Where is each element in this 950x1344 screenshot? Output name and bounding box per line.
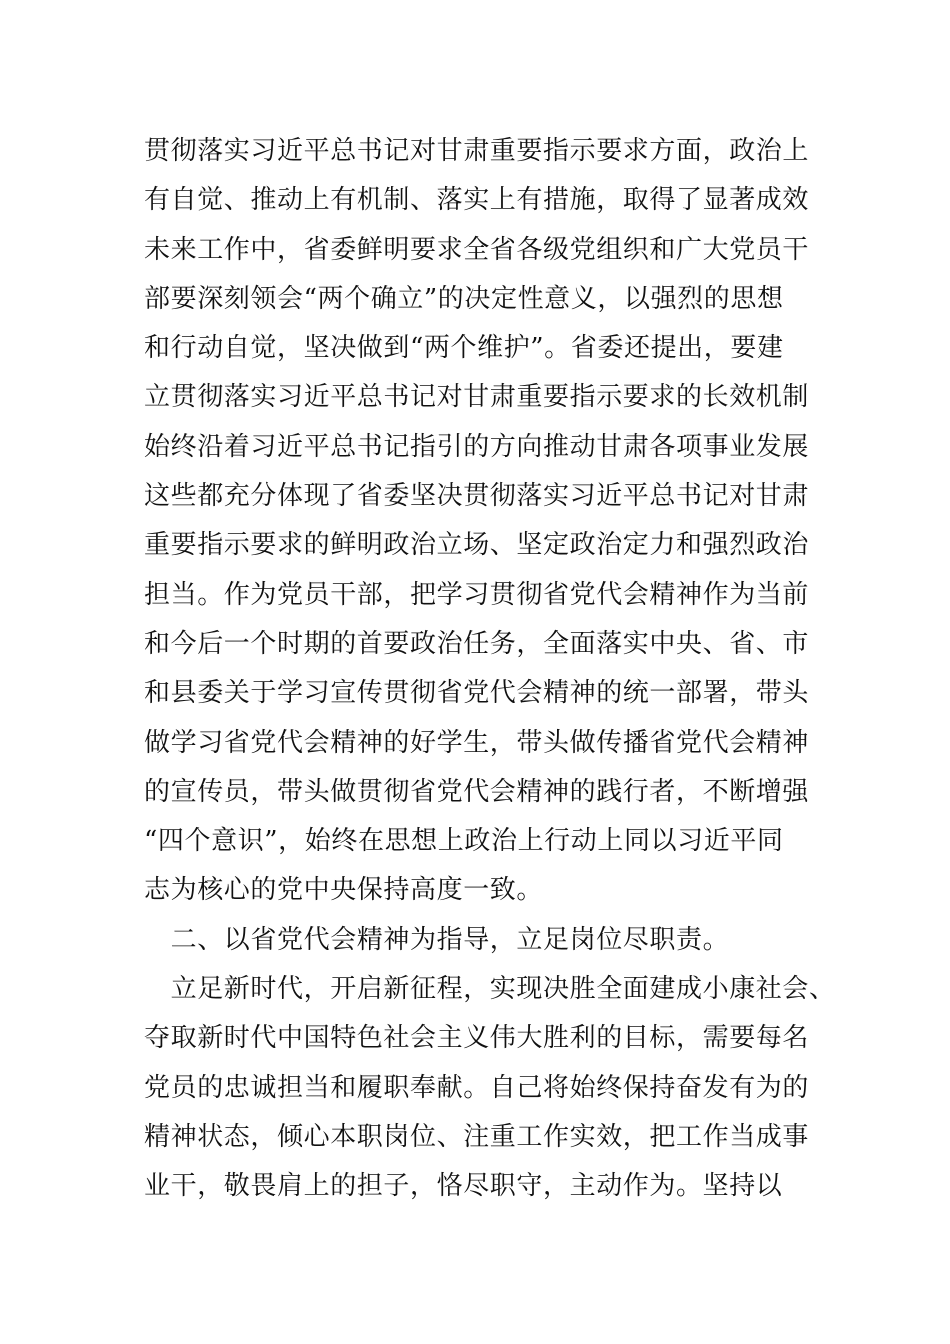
text-line: 业干，敬畏肩上的担子，恪尽职守，主动作为。坚持以	[144, 1171, 783, 1202]
text-line: 做学习省党代会精神的好学生，带头做传播省党代会精神	[144, 727, 810, 758]
text-line: 担当。作为党员干部，把学习贯彻省党代会精神作为当前	[144, 579, 810, 610]
text-line: 党员的忠诚担当和履职奉献。自己将始终保持奋发有为的	[144, 1072, 810, 1103]
text-line: 和县委关于学习宣传贯彻省党代会精神的统一部署，带头	[144, 678, 810, 709]
text-line: 重要指示要求的鲜明政治立场、坚定政治定力和强烈政治	[144, 530, 810, 561]
text-line: 这些都充分体现了省委坚决贯彻落实习近平总书记对甘肃	[144, 481, 810, 512]
text-line: “四个意识”，始终在思想上政治上行动上同以习近平同	[144, 826, 784, 857]
section-heading: 二、以省党代会精神为指导，立足岗位尽职责。	[144, 924, 730, 955]
text-line: 始终沿着习近平总书记指引的方向推动甘肃各项事业发展	[144, 431, 810, 462]
text-line: 部要深刻领会“两个确立”的决定性意义，以强烈的思想	[144, 283, 784, 314]
text-line: 未来工作中，省委鲜明要求全省各级党组织和广大党员干	[144, 234, 810, 265]
text-line: 和行动自觉，坚决做到“两个维护”。省委还提出，要建	[144, 333, 784, 364]
text-line: 和今后一个时期的首要政治任务，全面落实中央、省、市	[144, 628, 810, 659]
text-line: 精神状态，倾心本职岗位、注重工作实效，把工作当成事	[144, 1121, 810, 1152]
text-line: 立贯彻落实习近平总书记对甘肃重要指示要求的长效机制	[144, 382, 810, 413]
text-line: 志为核心的党中央保持高度一致。	[144, 875, 544, 906]
text-line: 贯彻落实习近平总书记对甘肃重要指示要求方面，政治上	[144, 136, 810, 166]
text-line: 夺取新时代中国特色社会主义伟大胜利的目标，需要每名	[144, 1023, 810, 1054]
document-body	[144, 127, 836, 1212]
text-line: 的宣传员，带头做贯彻省党代会精神的践行者，不断增强	[144, 776, 810, 807]
text-line: 有自觉、推动上有机制、落实上有措施，取得了显著成效	[144, 185, 810, 216]
text-line: 立足新时代，开启新征程，实现决胜全面建成小康社会、	[144, 974, 836, 1005]
